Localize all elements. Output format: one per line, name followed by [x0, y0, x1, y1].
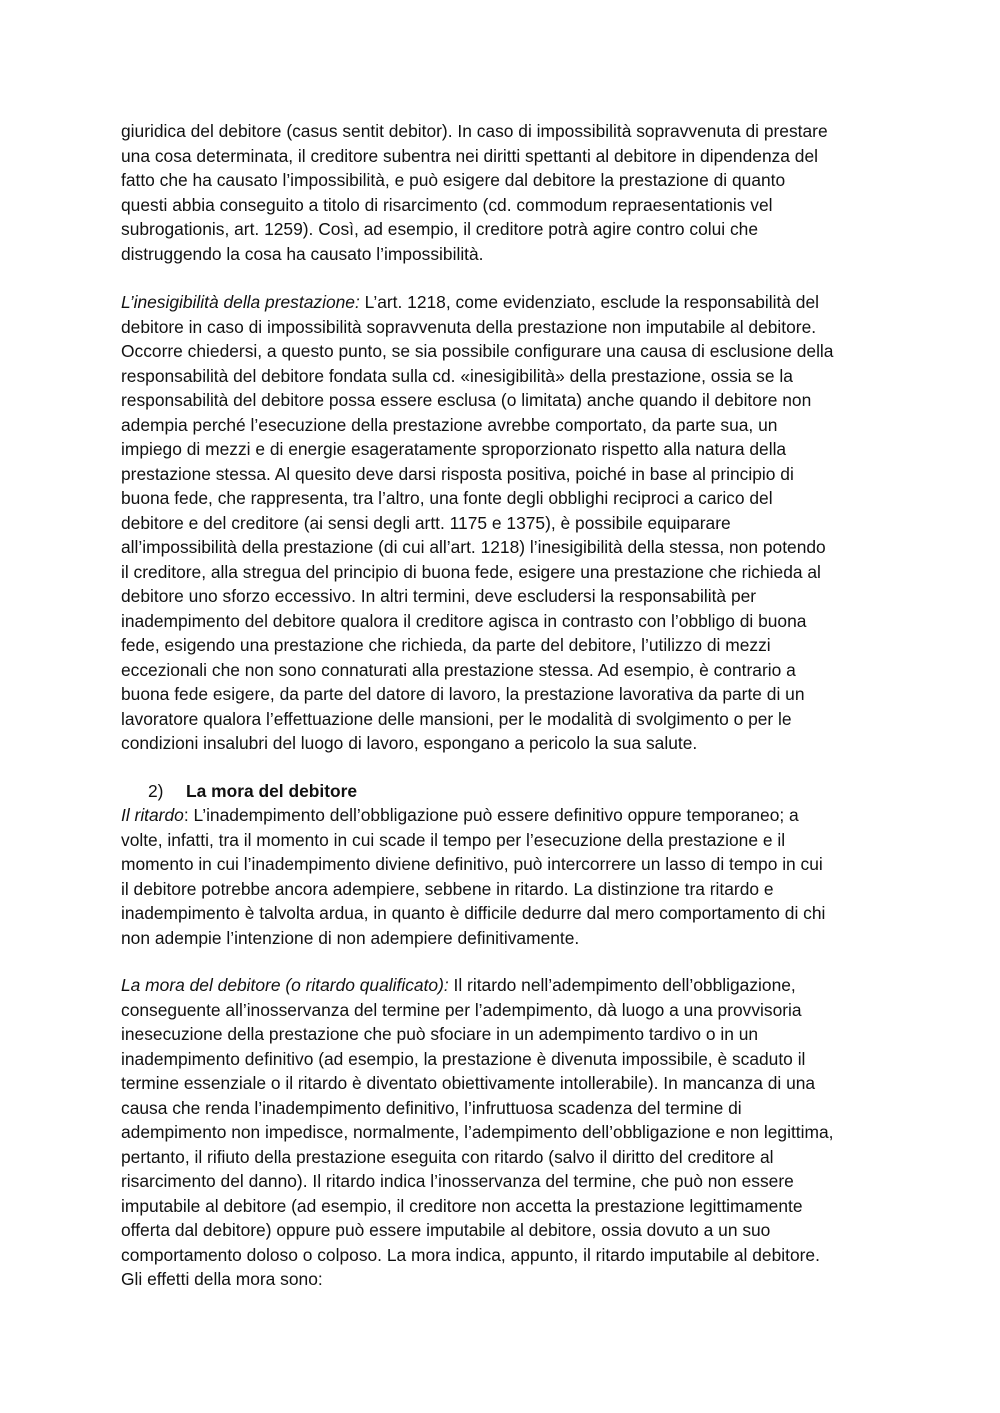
text-line: conseguente all’inosservanza del termine per l’adempimento, dà luogo a una provvisoria [121, 999, 802, 1020]
text-line: termine essenziale o il ritardo è diventato obiettivamente intollerabile). In mancanza di una [121, 1073, 816, 1093]
text-line: il debitore potrebbe ancora adempiere, sebbene in ritardo. La distinzione tra ritardo e [121, 878, 774, 899]
text-line: lavoratore qualora l’effettuazione delle mansioni, per le modalità di svolgimento o per le [121, 708, 792, 729]
text-line: buona fede, che rappresenta, tra l’altro, una fonte degli obblighi reciproci a carico del [121, 488, 773, 508]
text-line: responsabilità del debitore possa essere esclusa (o limitata) anche quando il debitore non [121, 390, 812, 410]
text-line: inadempimento del debitore qualora il creditore agisca in contrasto con l’obbligo di buona [121, 610, 807, 631]
section-heading [121, 779, 357, 804]
text-line: Occorre chiedersi, a questo punto, se sia possibile configurare una causa di esclusione della [121, 341, 834, 361]
paragraph-lead-italic: Il ritardo [121, 805, 184, 825]
text-line: non adempie l’intenzione di non adempiere definitivamente. [121, 927, 580, 948]
text-line: debitore in caso di impossibilità sopravvenuta della prestazione non imputabile al debitore. [121, 316, 817, 337]
text-line: adempia perché l’esecuzione della prestazione avrebbe comportato, da parte sua, un [121, 414, 778, 435]
paragraph-lead-text: : L’inadempimento dell’obbligazione può essere definitivo oppure temporaneo; a [183, 805, 799, 825]
text-line [121, 973, 891, 998]
text-line: debitore uno sforzo eccessivo. In altri termini, deve escludersi la responsabilità per [121, 586, 757, 606]
text-line: Gli effetti della mora sono: [121, 1269, 323, 1289]
text-line: imputabile al debitore (ad esempio, il creditore non accetta la prestazione legittimamente [121, 1195, 803, 1216]
text-line: volte, infatti, tra il momento in cui scade il tempo per l’esecuzione della prestazione e il [121, 829, 786, 850]
text-line: prestazione stessa. Al quesito deve darsi risposta positiva, poiché in base al principio di [121, 463, 794, 484]
paragraph-lead-text: L’art. 1218, come evidenziato, esclude la responsabilità del [359, 292, 820, 312]
paragraph-inesigibilita [121, 290, 891, 756]
text-line: impiego di mezzi e di energie esageratamente sproporzionato rispetto alla natura della [121, 439, 787, 459]
paragraph-ritardo [121, 803, 891, 950]
text-line: condizioni insalubri del luogo di lavoro, espongano a pericolo la sua salute. [121, 733, 698, 753]
text-line: adempimento non impedisce, normalmente, l’adempimento dell’obbligazione e non legittima, [121, 1122, 834, 1142]
text-line: subrogationis, art. 1259). Così, ad esempio, il creditore potrà agire contro colui che [121, 219, 759, 239]
text-line: responsabilità del debitore fondata sulla cd. «inesigibilità» della prestazione, ossia se la [121, 365, 793, 386]
section-title: La mora del debitore [186, 781, 358, 801]
text-line: distruggendo la cosa ha causato l’impossibilità. [121, 243, 484, 264]
text-line [121, 803, 891, 828]
text-line: offerta dal debitore) oppure può essere imputabile al debitore, ossia dovuto a un suo [121, 1220, 771, 1240]
text-line: fatto che ha causato l’impossibilità, e può esigere dal debitore la prestazione di quanto [121, 170, 786, 190]
text-line [121, 290, 891, 315]
text-line: pertanto, il rifiuto della prestazione eseguita con ritardo (salvo il diritto del creditore al [121, 1146, 774, 1167]
paragraph-lead-italic: La mora del debitore (o ritardo qualificato): [121, 975, 449, 995]
text-line: fede, esigendo una prestazione che richieda, da parte del debitore, l’utilizzo di mezzi [121, 635, 771, 655]
text-line: questi abbia conseguito a titolo di risarcimento (cd. commodum repraesentationis vel [121, 194, 773, 215]
text-line: risarcimento del danno). Il ritardo indica l’inosservanza del termine, che può non essere [121, 1171, 794, 1191]
section-number: 2) [148, 781, 164, 801]
paragraph-lead-italic: L’inesigibilità della prestazione: [121, 292, 360, 312]
text-line: inadempimento definitivo (ad esempio, la prestazione è divenuta impossibile, è scaduto il [121, 1048, 806, 1069]
text-line: una cosa determinata, il creditore subentra nei diritti spettanti al debitore in dipendenza del [121, 145, 819, 166]
text-line: debitore e del creditore (ai sensi degli artt. 1175 e 1375), è possibile equiparare [121, 512, 731, 533]
text-line: momento in cui l’inadempimento diviene definitivo, può intercorrere un lasso di tempo in cui [121, 854, 823, 874]
text-line: inadempimento è talvolta ardua, in quanto è difficile dedurre dal mero comportamento di chi [121, 903, 826, 923]
text-line: il creditore, alla stregua del principio di buona fede, esigere una prestazione che richieda al [121, 561, 821, 582]
text-line: buona fede esigere, da parte del datore di lavoro, la prestazione lavorativa da parte di un [121, 684, 805, 704]
text-line: inesecuzione della prestazione che può sfociare in un adempimento tardivo o in un [121, 1024, 759, 1044]
text-line: all’impossibilità della prestazione (di cui all’art. 1218) l’inesigibilità della stessa, non potendo [121, 537, 826, 557]
paragraph-casus-sentit-debitor [121, 119, 891, 266]
text-line: comportamento doloso o colposo. La mora indica, appunto, il ritardo imputabile al debitore. [121, 1244, 820, 1265]
paragraph-lead-text: Il ritardo nell’adempimento dell’obbligazione, [448, 975, 796, 995]
paragraph-mora-del-debitore [121, 973, 891, 1292]
text-line: giuridica del debitore (casus sentit debitor). In caso di impossibilità sopravvenuta di prestare [121, 121, 828, 141]
text-line: causa che renda l’inadempimento definitivo, l’infruttuosa scadenza del termine di [121, 1097, 742, 1118]
text-line: eccezionali che non sono connaturati alla prestazione stessa. Ad esempio, è contrario a [121, 659, 796, 680]
